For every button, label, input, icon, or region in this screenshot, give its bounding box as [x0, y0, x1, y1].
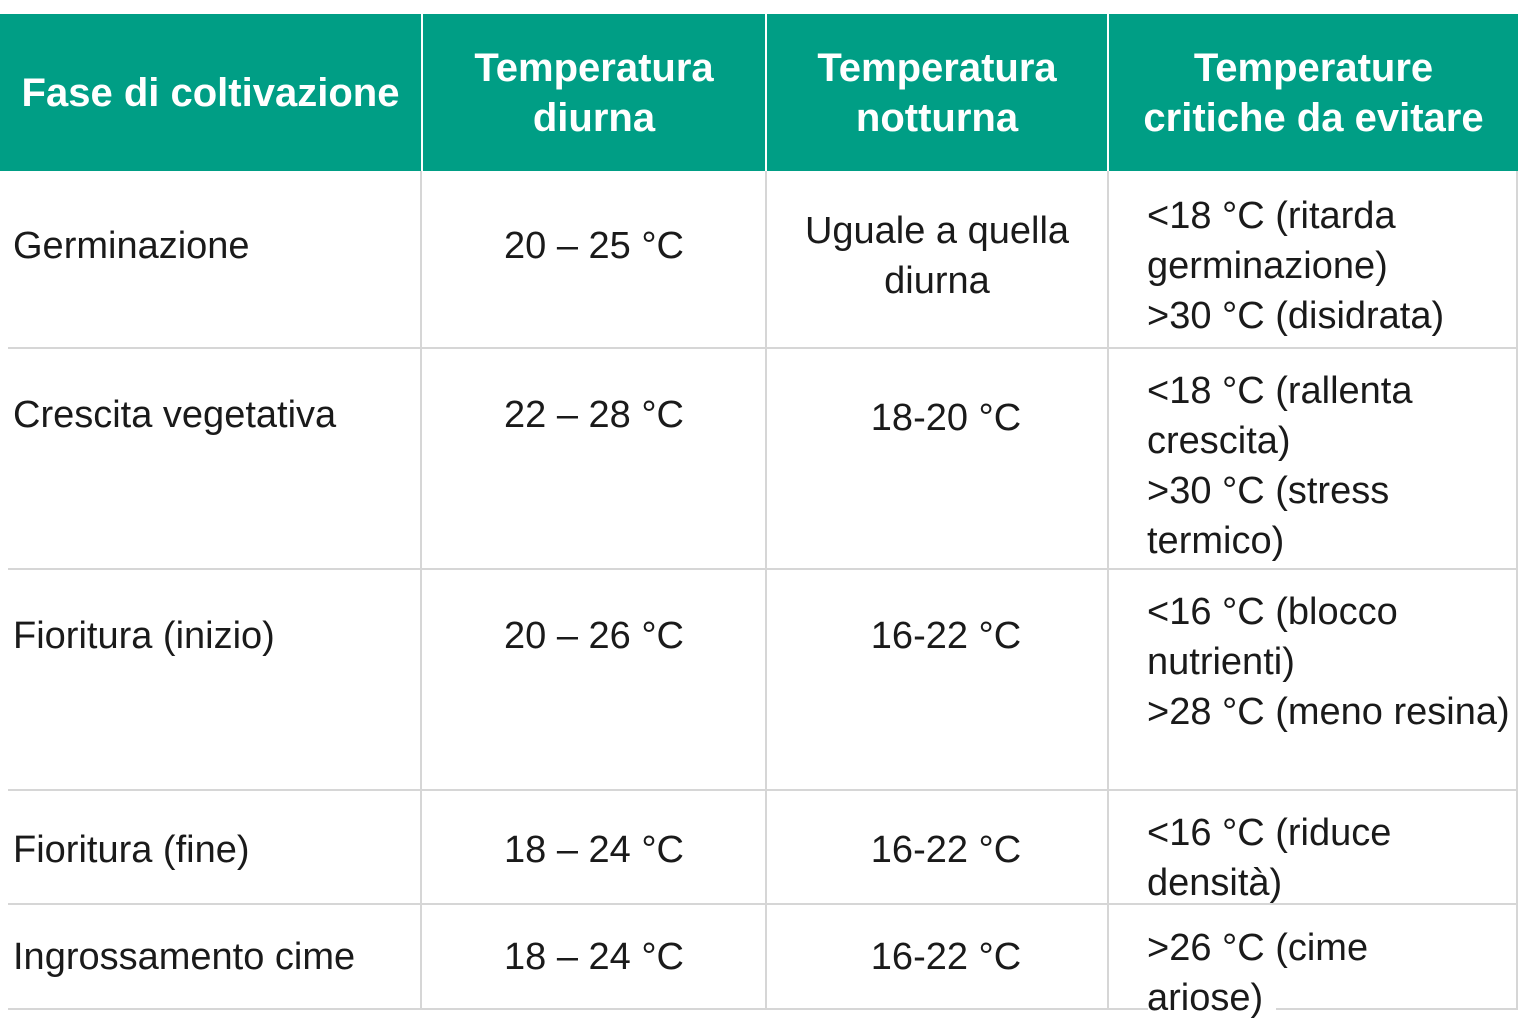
column-header-phase: Fase di coltivazione	[21, 70, 400, 115]
table-row-day-temp: 18 – 24 °C	[504, 829, 684, 871]
table-row-phase: Fioritura (inizio)	[13, 615, 275, 657]
column-header-day-temp: Temperatura diurna	[474, 45, 714, 140]
table-row-phase: Fioritura (fine)	[13, 829, 250, 871]
table-row-day-temp: 22 – 28 °C	[504, 394, 684, 436]
table-row-phase: Crescita vegetativa	[13, 394, 337, 436]
table-row-night-temp: 16-22 °C	[870, 615, 1022, 657]
table-row-critical-temp: <16 °C (blocco nutrienti) >28 °C (meno resina)	[1147, 591, 1510, 733]
table-row-day-temp: 20 – 25 °C	[504, 225, 684, 267]
column-header-night-temp: Temperatura notturna	[817, 45, 1057, 140]
table-header	[0, 14, 1518, 171]
table-row-night-temp: 18-20 °C	[870, 397, 1022, 439]
table-row-night-temp: 16-22 °C	[870, 936, 1022, 978]
table-row-critical-temp: <16 °C (riduce densità)	[1147, 812, 1392, 904]
table-row-critical-temp: <18 °C (rallenta crescita) >30 °C (stress termico)	[1147, 370, 1413, 562]
table-row-day-temp: 18 – 24 °C	[504, 936, 684, 978]
table-row-night-temp: Uguale a quella diurna	[804, 210, 1070, 302]
table-row-day-temp: 20 – 26 °C	[504, 615, 684, 657]
table-row-night-temp: 16-22 °C	[870, 829, 1022, 871]
table-row-phase: Ingrossamento cime	[13, 936, 356, 978]
table-row-critical-temp: <18 °C (ritarda germinazione) >30 °C (disidrata)	[1147, 195, 1445, 337]
table-row-phase: Germinazione	[13, 225, 250, 267]
column-header-critical-temp: Temperature critiche da evitare	[1143, 45, 1484, 140]
table-row-critical-temp: >26 °C (cime ariose)	[1147, 927, 1369, 1019]
